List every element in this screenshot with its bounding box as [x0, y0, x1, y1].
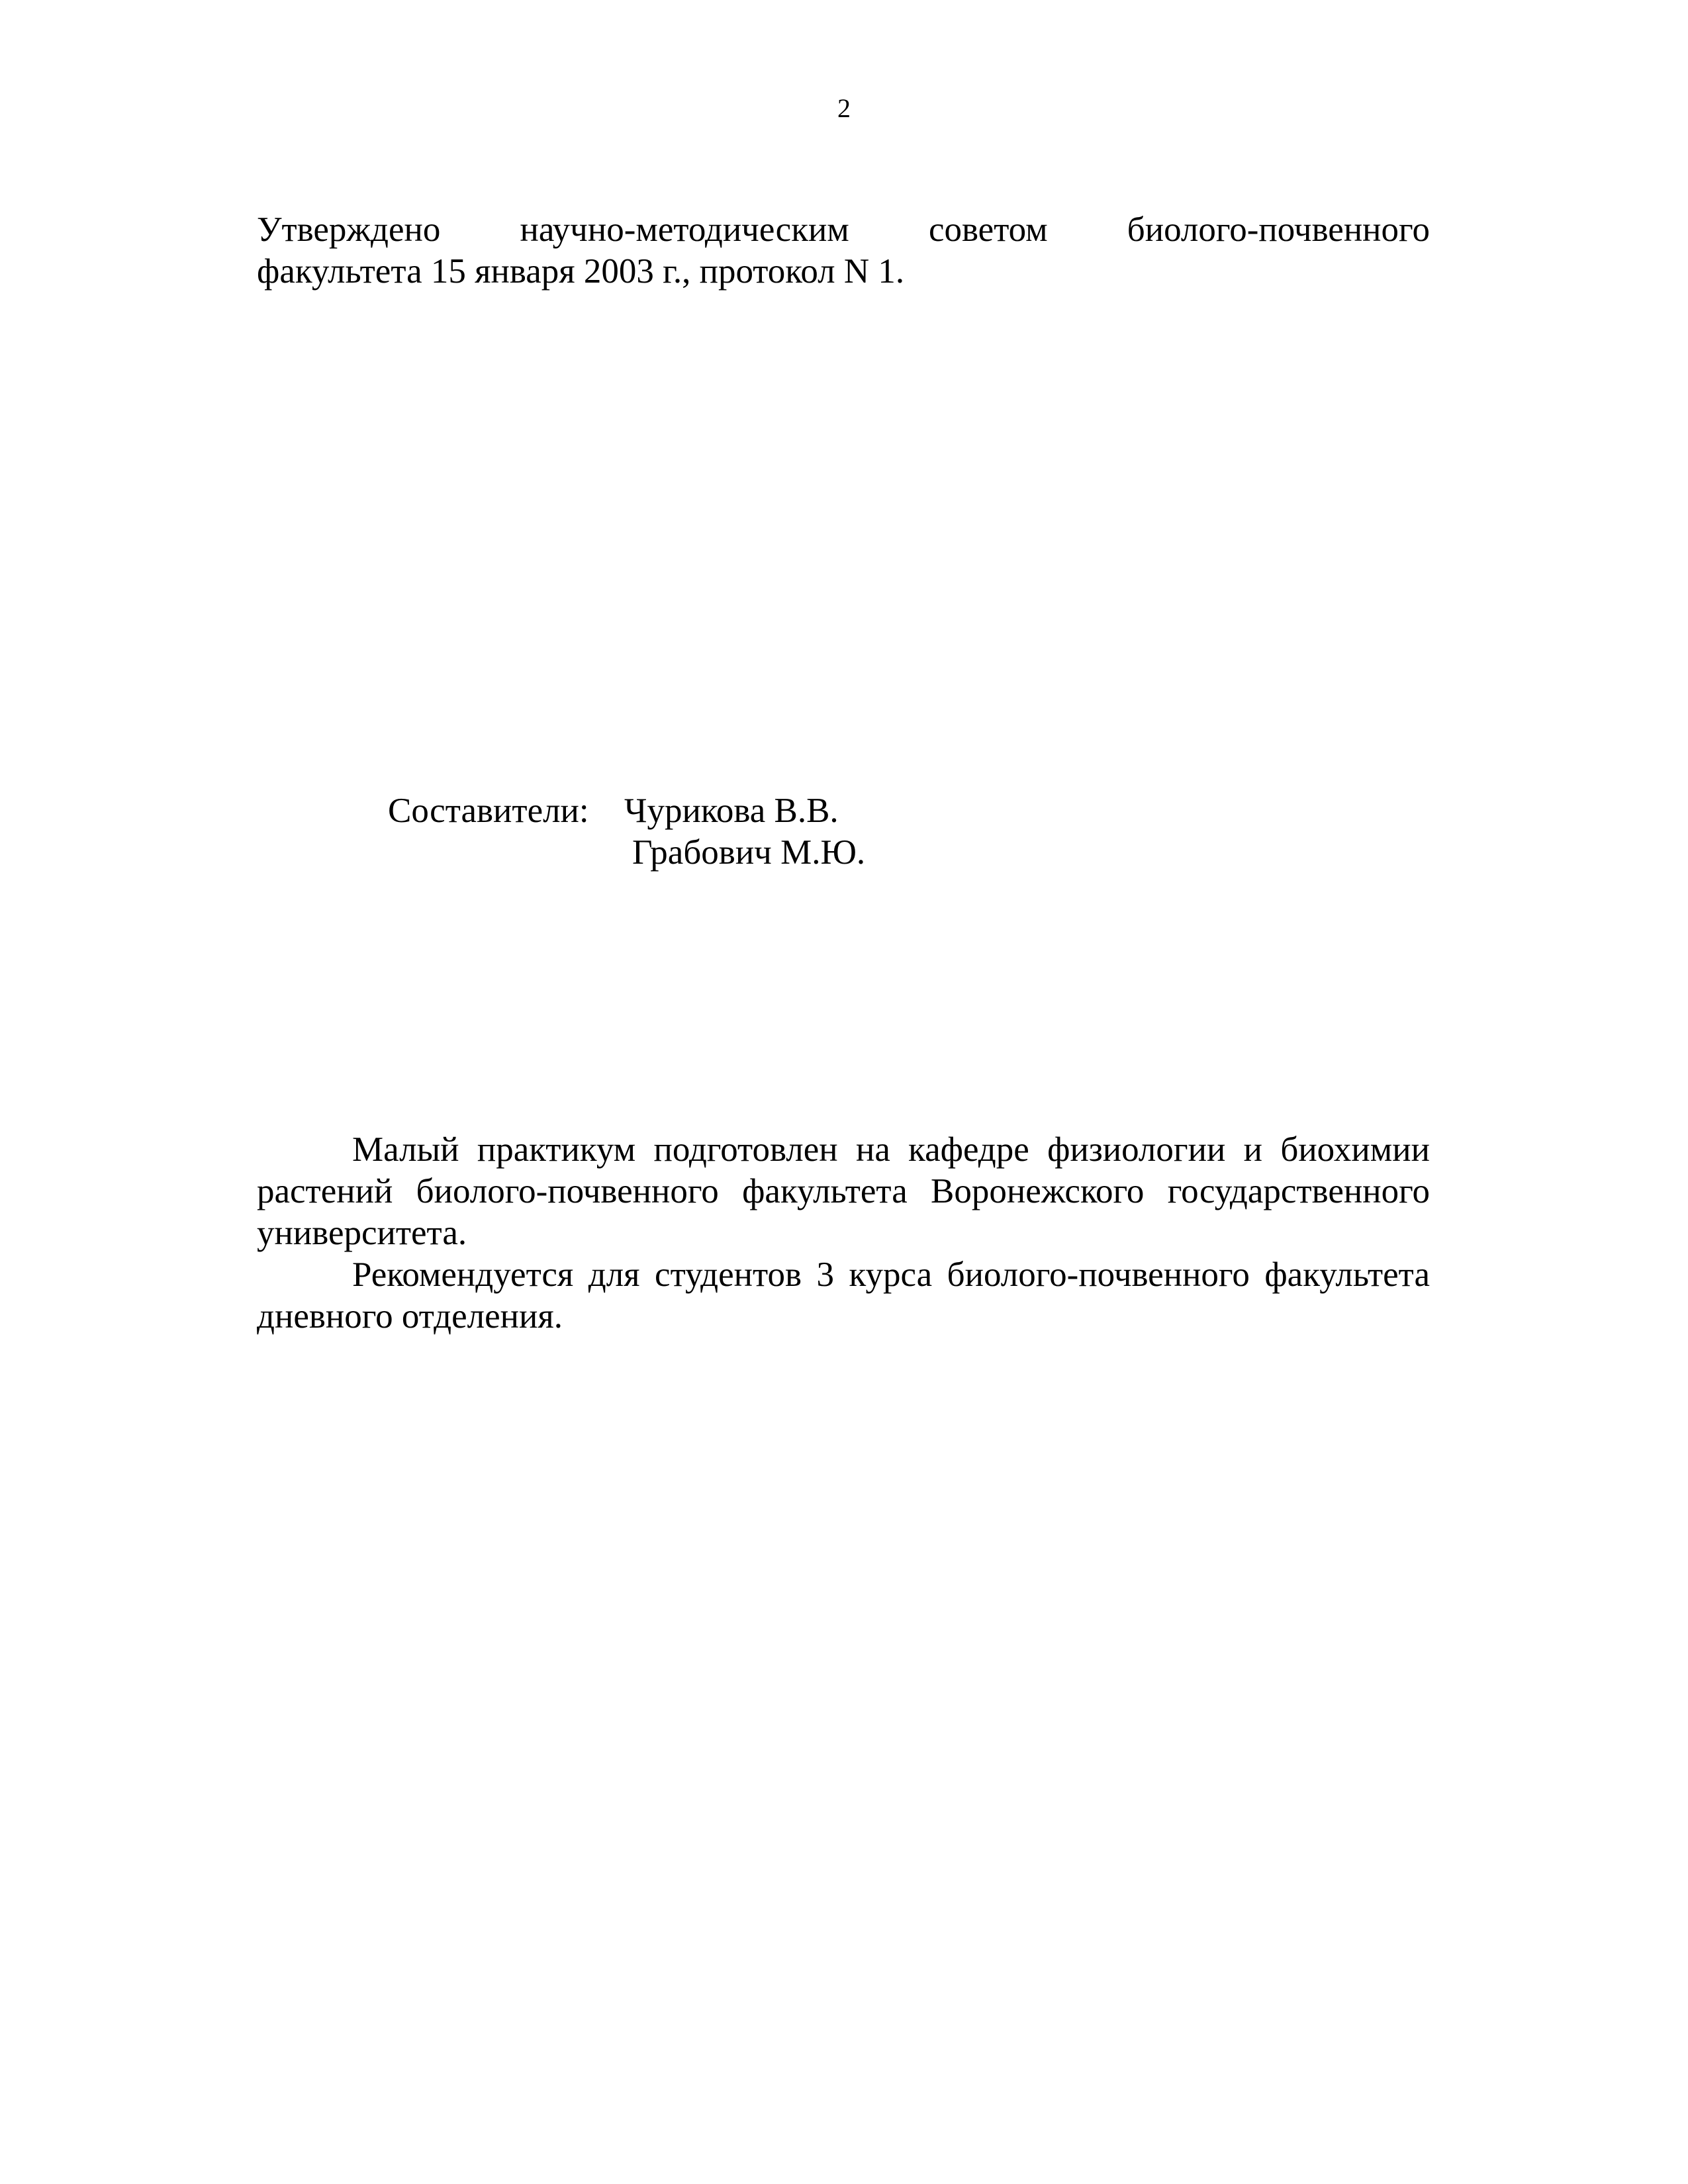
compiler-name: Грабович М.Ю. [632, 833, 866, 872]
info-block [257, 1129, 1430, 1338]
page-number: 2 [837, 93, 851, 123]
approval-line-1 [257, 209, 1430, 251]
recommendation-paragraph: Рекомендуется для студентов 3 курса биолого-почвенного факультета дневного отделения. [257, 1255, 1430, 1336]
approval-word: научно-методическим [520, 210, 849, 249]
approval-word: Утверждено [257, 210, 441, 249]
compilers-label: Составители: [388, 792, 589, 830]
approval-statement [257, 209, 1430, 293]
approval-word: биолого-почвенного [1127, 210, 1430, 249]
info-paragraph: Малый практикум подготовлен на кафедре физиологии и биохимии растений биолого-почвенного факультета Воронежского государственного университета. [257, 1130, 1430, 1252]
approval-line-2: факультета 15 января 2003 г., протокол N 1. [257, 252, 905, 291]
approval-word: советом [928, 210, 1048, 249]
compilers-block [388, 790, 865, 874]
compiler-name: Чурикова В.В. [624, 792, 839, 830]
compilers-row [388, 790, 865, 832]
